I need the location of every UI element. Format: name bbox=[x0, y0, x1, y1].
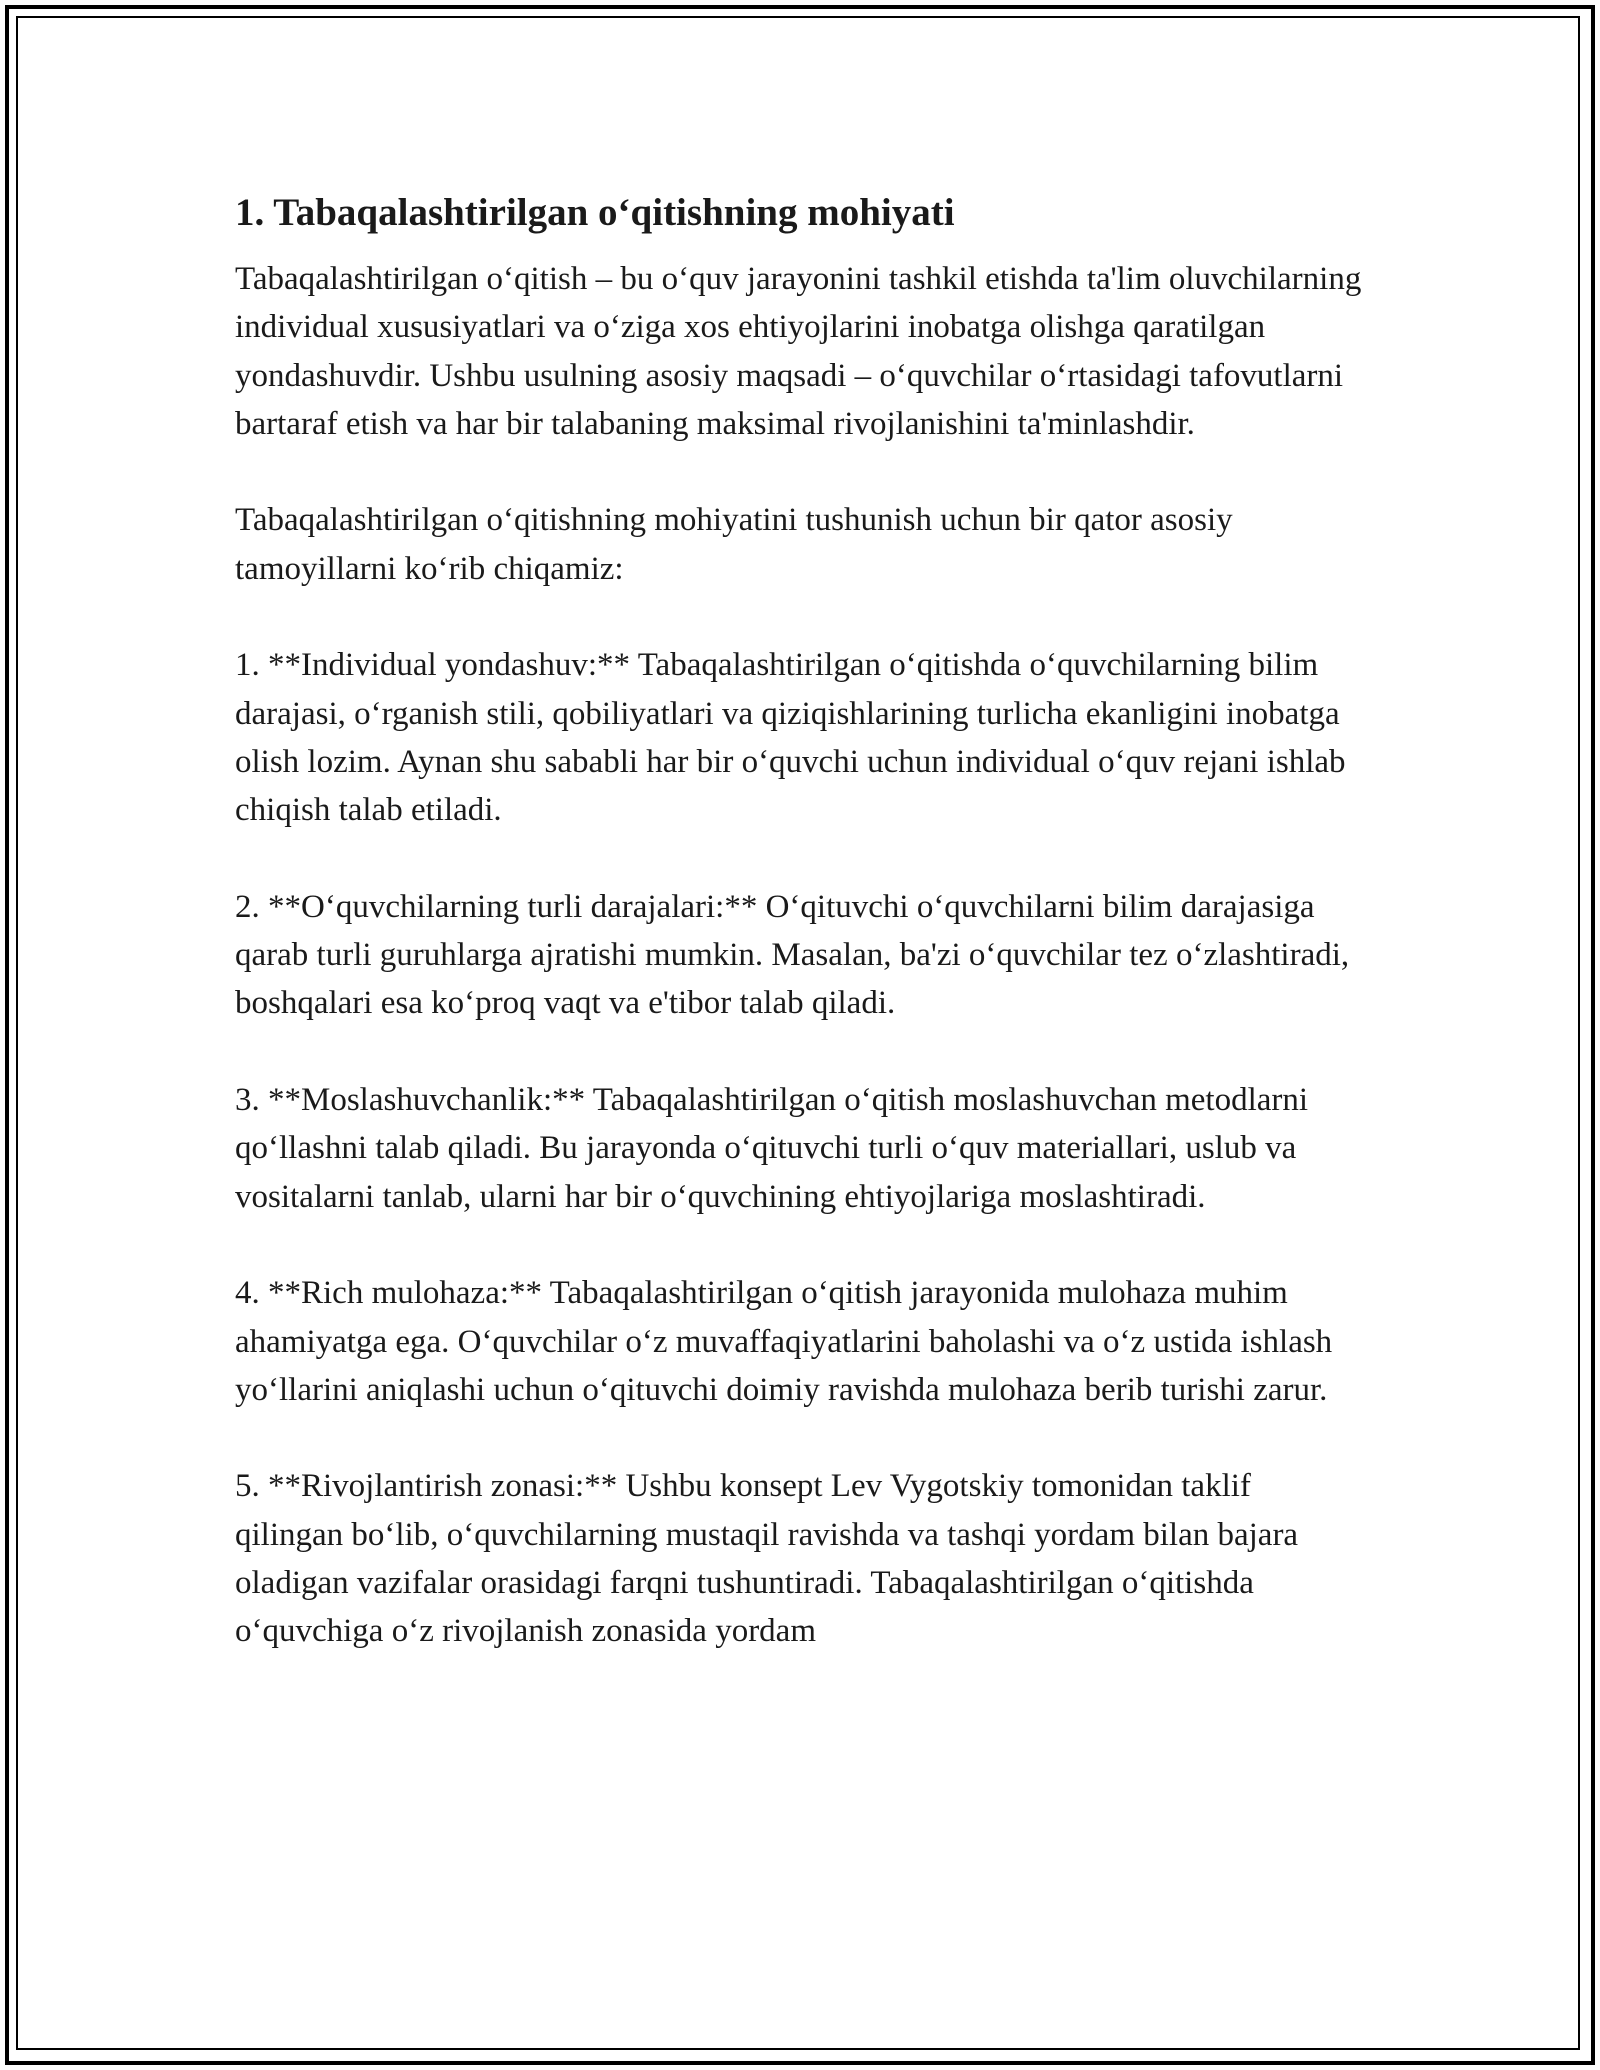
paragraph-development-zone: 5. **Rivojlantirish zonasi:** Ushbu konsept Lev Vygotskiy tomonidan taklif qilingan bo‘lib, o‘quvchilarning mustaqil ravishda va tashqi yordam bilan bajara oladigan vazifalar orasidagi farqni tushuntiradi. Tabaqalashtirilgan o‘qitishda o‘quvchiga o‘z rivojlanish zonasida yordam bbox=[235, 1468, 1299, 1650]
paragraph-student-levels: 2. **O‘quvchilarning turli darajalari:** O‘qituvchi o‘quvchilarni bilim darajasiga qarab turli guruhlarga ajratishi mumkin. Masalan, ba'zi o‘quvchilar tez o‘zlashtiradi, boshqalari esa ko‘proq vaqt va e'tibor talab qiladi. bbox=[235, 888, 1350, 1022]
paragraph-flexibility: 3. **Moslashuvchanlik:** Tabaqalashtirilgan o‘qitish moslashuvchan metodlarni qo‘llashni talab qiladi. Bu jarayonda o‘qituvchi turli o‘quv materiallari, uslub va vositalarni tanlab, ularni har bir o‘quvchining ehtiyojlariga moslashtiradi. bbox=[235, 1082, 1309, 1215]
section-title: 1. Tabaqalashtirilgan o‘qitishning mohiyati bbox=[235, 191, 955, 234]
paragraph-intro: Tabaqalashtirilgan o‘qitish – bu o‘quv jarayonini tashkil etishda ta'lim oluvchilarning individual xususiyatlari va o‘ziga xos ehtiyojlarini inobatga olishga qaratilgan yondashuvdir. Ushbu usulning asosiy maqsadi – o‘quvchilar o‘rtasidagi tafovutlarni bartaraf etish va har bir talabaning maksimal rivojlanishini ta'minlashdir. bbox=[235, 261, 1362, 442]
document-body bbox=[235, 185, 1365, 1704]
paragraph-individual-approach: 1. **Individual yondashuv:** Tabaqalashtirilgan o‘qitishda o‘quvchilarning bilim darajasi, o‘rganish stili, qobiliyatlari va qiziqishlarining turlicha ekanligini inobatga olish lozim. Aynan shu sababli har bir o‘quvchi uchun individual o‘quv rejani ishlab chiqish talab etiladi. bbox=[235, 647, 1346, 829]
paragraph-principles-lead: Tabaqalashtirilgan o‘qitishning mohiyatini tushunish uchun bir qator asosiy tamoyillarni ko‘rib chiqamiz: bbox=[235, 502, 1233, 587]
paragraph-feedback: 4. **Rich mulohaza:** Tabaqalashtirilgan o‘qitish jarayonida mulohaza muhim ahamiyatga ega. O‘quvchilar o‘z muvaffaqiyatlarini baholashi va o‘z ustida ishlash yo‘llarini aniqlashi uchun o‘qituvchi doimiy ravishda mulohaza berib turishi zarur. bbox=[235, 1275, 1333, 1408]
